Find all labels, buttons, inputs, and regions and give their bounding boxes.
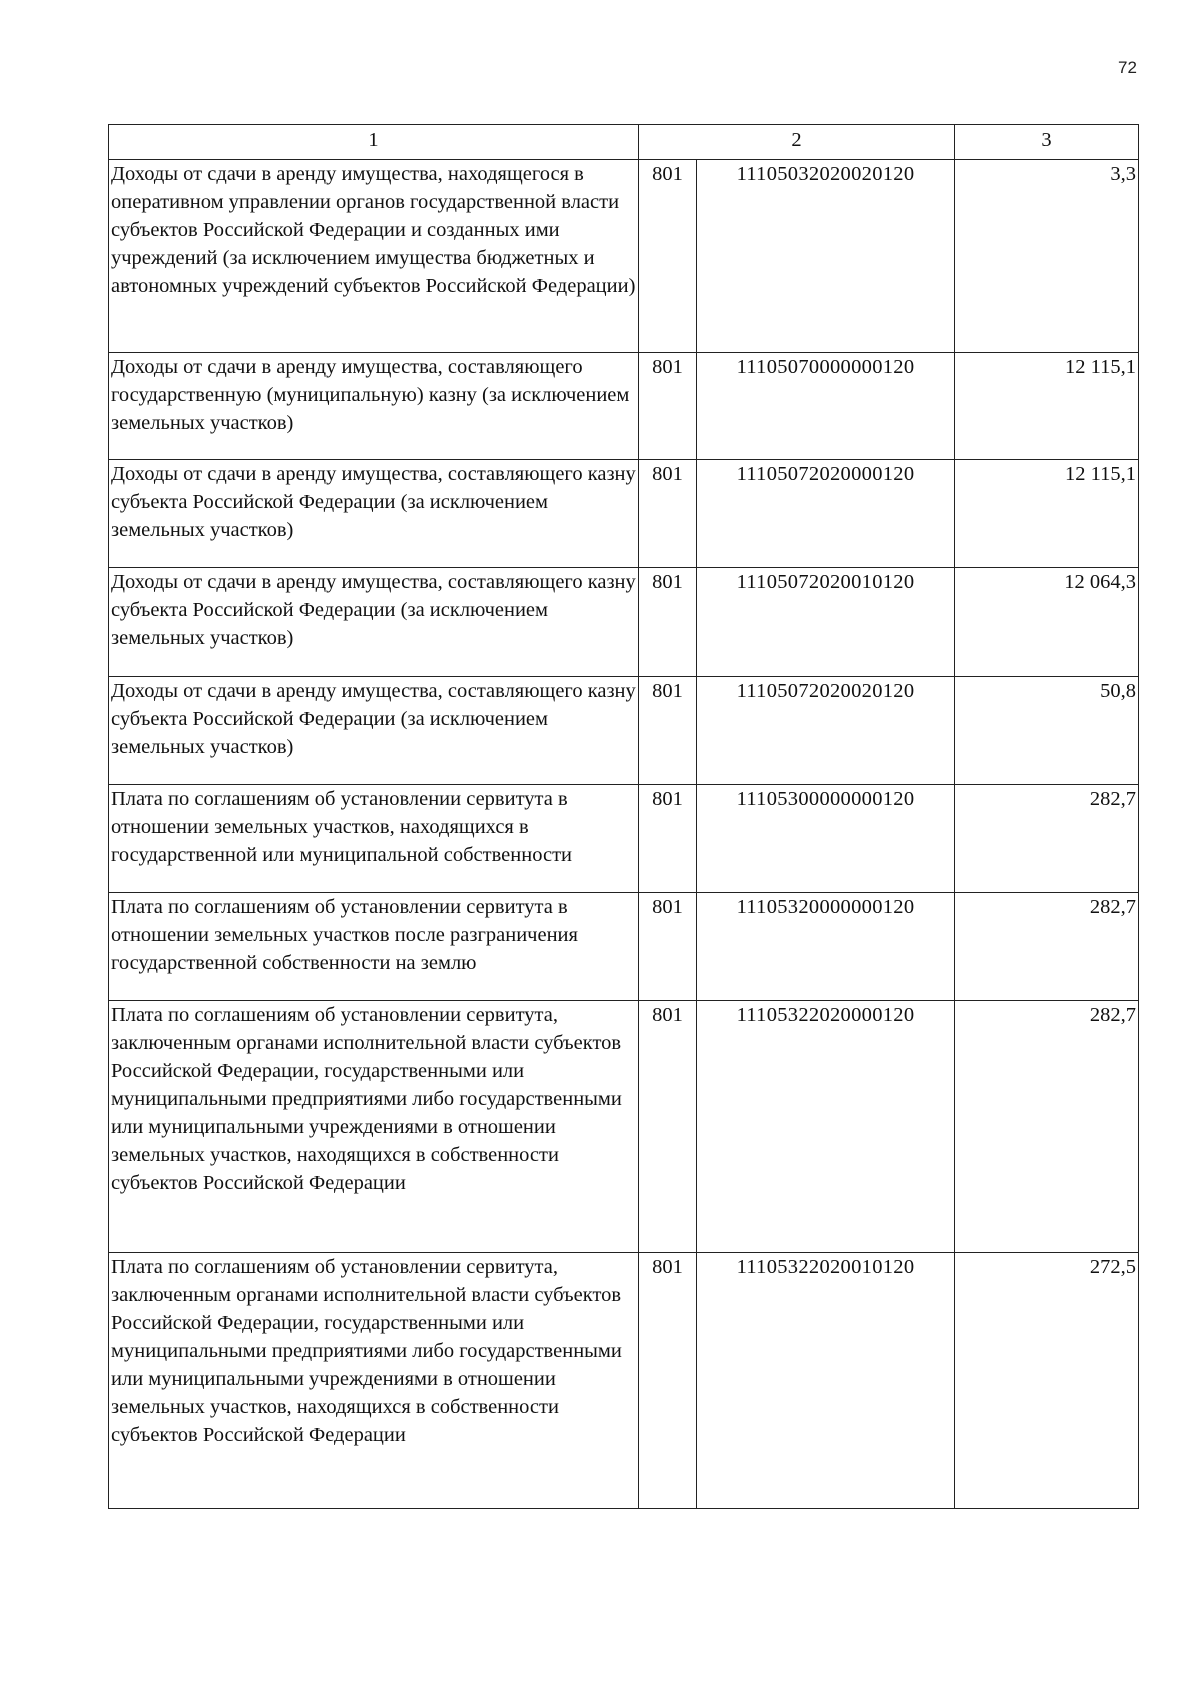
amount: 12 115,1 <box>955 460 1139 568</box>
classification-code: 11105322020010120 <box>697 1253 955 1509</box>
amount: 50,8 <box>955 677 1139 785</box>
classification-code: 11105072020000120 <box>697 460 955 568</box>
classification-code: 11105300000000120 <box>697 785 955 893</box>
revenue-name: Доходы от сдачи в аренду имущества, составляющего казну субъекта Российской Федерации (за исключением земельных участков) <box>109 677 639 785</box>
classification-code: 11105032020020120 <box>697 160 955 353</box>
revenue-name: Доходы от сдачи в аренду имущества, составляющего казну субъекта Российской Федерации (за исключением земельных участков) <box>109 460 639 568</box>
admin-code: 801 <box>639 460 697 568</box>
table-row <box>109 677 1139 785</box>
revenue-name: Доходы от сдачи в аренду имущества, составляющего казну субъекта Российской Федерации (за исключением земельных участков) <box>109 568 639 677</box>
amount: 12 064,3 <box>955 568 1139 677</box>
admin-code: 801 <box>639 160 697 353</box>
amount: 3,3 <box>955 160 1139 353</box>
admin-code: 801 <box>639 568 697 677</box>
header-col-3: 3 <box>955 125 1139 160</box>
amount: 282,7 <box>955 1001 1139 1253</box>
amount: 272,5 <box>955 1253 1139 1509</box>
classification-code: 11105072020010120 <box>697 568 955 677</box>
header-col-1: 1 <box>109 125 639 160</box>
table-row <box>109 785 1139 893</box>
table-row <box>109 160 1139 353</box>
admin-code: 801 <box>639 893 697 1001</box>
page-number: 72 <box>1118 58 1137 77</box>
revenue-name: Плата по соглашениям об установлении сервитута в отношении земельных участков, находящихся в государственной или муниципальной собственности <box>109 785 639 893</box>
table-row <box>109 353 1139 460</box>
admin-code: 801 <box>639 677 697 785</box>
classification-code: 11105070000000120 <box>697 353 955 460</box>
revenue-name: Плата по соглашениям об установлении сервитута, заключенным органами исполнительной власти субъектов Российской Федерации, государственными или муниципальными предприятиями либо государственными или муниципальными учреждениями в отношении земельных участков, находящихся в собственности субъектов Российской Федерации <box>109 1253 639 1509</box>
admin-code: 801 <box>639 1001 697 1253</box>
table-row <box>109 1001 1139 1253</box>
classification-code: 11105072020020120 <box>697 677 955 785</box>
amount: 12 115,1 <box>955 353 1139 460</box>
revenue-table <box>108 124 1139 1509</box>
admin-code: 801 <box>639 1253 697 1509</box>
revenue-name: Плата по соглашениям об установлении сервитута, заключенным органами исполнительной власти субъектов Российской Федерации, государственными или муниципальными предприятиями либо государственными или муниципальными учреждениями в отношении земельных участков, находящихся в собственности субъектов Российской Федерации <box>109 1001 639 1253</box>
revenue-name: Плата по соглашениям об установлении сервитута в отношении земельных участков после разграничения государственной собственности на землю <box>109 893 639 1001</box>
table-row <box>109 568 1139 677</box>
revenue-name: Доходы от сдачи в аренду имущества, составляющего государственную (муниципальную) казну (за исключением земельных участков) <box>109 353 639 460</box>
table-row <box>109 460 1139 568</box>
table-row <box>109 893 1139 1001</box>
classification-code: 11105322020000120 <box>697 1001 955 1253</box>
amount: 282,7 <box>955 893 1139 1001</box>
header-col-2: 2 <box>639 125 955 160</box>
header-row <box>109 125 1139 160</box>
revenue-name: Доходы от сдачи в аренду имущества, находящегося в оперативном управлении органов государственной власти субъектов Российской Федерации и созданных ими учреждений (за исключением имущества бюджетных и автономных учреждений субъектов Российской Федерации) <box>109 160 639 353</box>
classification-code: 11105320000000120 <box>697 893 955 1001</box>
amount: 282,7 <box>955 785 1139 893</box>
admin-code: 801 <box>639 353 697 460</box>
admin-code: 801 <box>639 785 697 893</box>
table-row <box>109 1253 1139 1509</box>
